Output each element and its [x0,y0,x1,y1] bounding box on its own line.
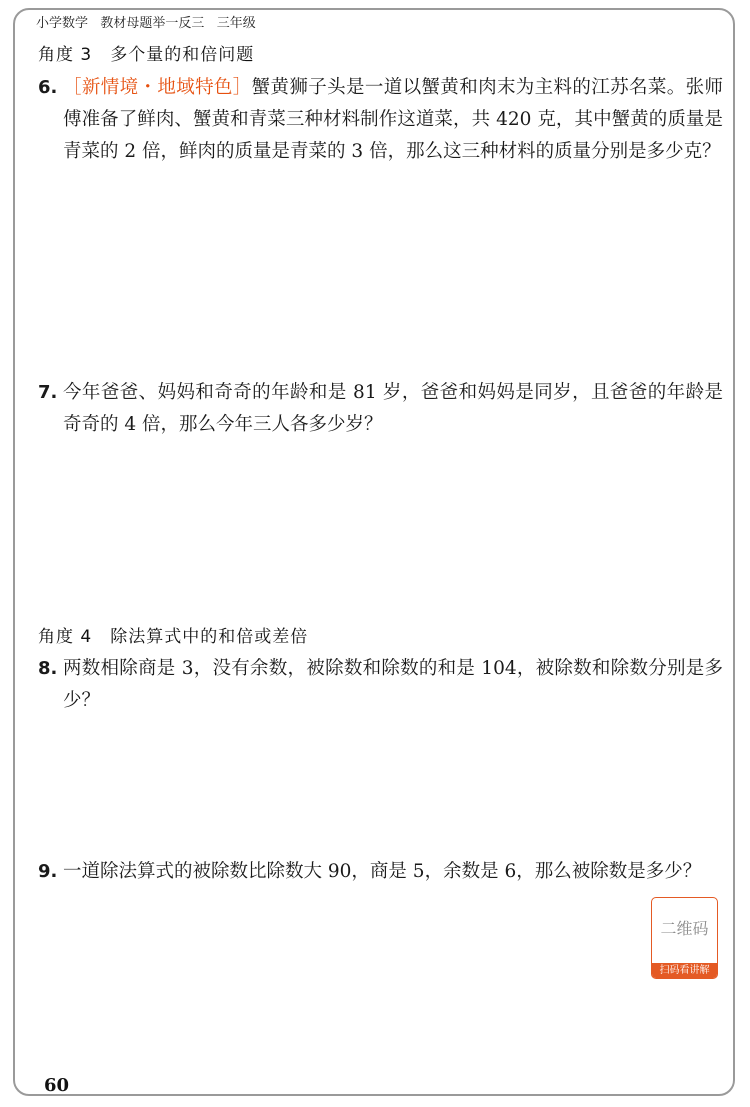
page-frame [13,8,735,1096]
question-text: 蟹黄狮子头是一道以蟹黄和肉末为主料的江苏名菜。张师傅准备了鲜肉、蟹黄和青菜三种材料制作这道菜，共 420 克，其中蟹黄的质量是青菜的 2 倍，鲜肉的质量是青菜的 3 倍，那么这三种材料的质量分别是多少克？ [63,77,723,162]
question-8 [38,653,723,717]
question-9 [38,856,723,888]
page-number: 60 [44,1075,70,1096]
qr-code-caption: 扫码看讲解 [652,963,717,978]
section-heading-angle-3 [38,40,254,65]
section-heading-angle-4 [38,622,308,647]
section-label: 角度 3 [38,45,93,65]
running-header: 小学数学 教材母题举一反三 三年级 [36,16,256,31]
qr-code-placeholder[interactable] [651,897,718,979]
question-text: 今年爸爸、妈妈和奇奇的年龄和是 81 岁，爸爸和妈妈是同岁，且爸爸的年龄是奇奇的 4 倍，那么今年三人各多少岁？ [63,382,723,435]
question-number: 8. [38,658,58,679]
question-number: 6. [38,77,58,98]
question-text: 两数相除商是 3，没有余数，被除数和除数的和是 104，被除数和除数分别是多少？ [63,658,723,711]
question-number: 9. [38,861,58,882]
question-6 [38,72,723,168]
qr-code-label: 二维码 [660,919,709,938]
question-number: 7. [38,382,58,403]
question-7 [38,377,723,441]
section-title: 除法算式中的和倍或差倍 [110,627,309,647]
question-text: 一道除法算式的被除数比除数大 90，商是 5，余数是 6，那么被除数是多少？ [63,861,702,882]
section-title: 多个量的和倍问题 [110,45,255,65]
question-tag: ［新情境・地域特色］ [63,77,252,98]
section-label: 角度 4 [38,627,93,647]
